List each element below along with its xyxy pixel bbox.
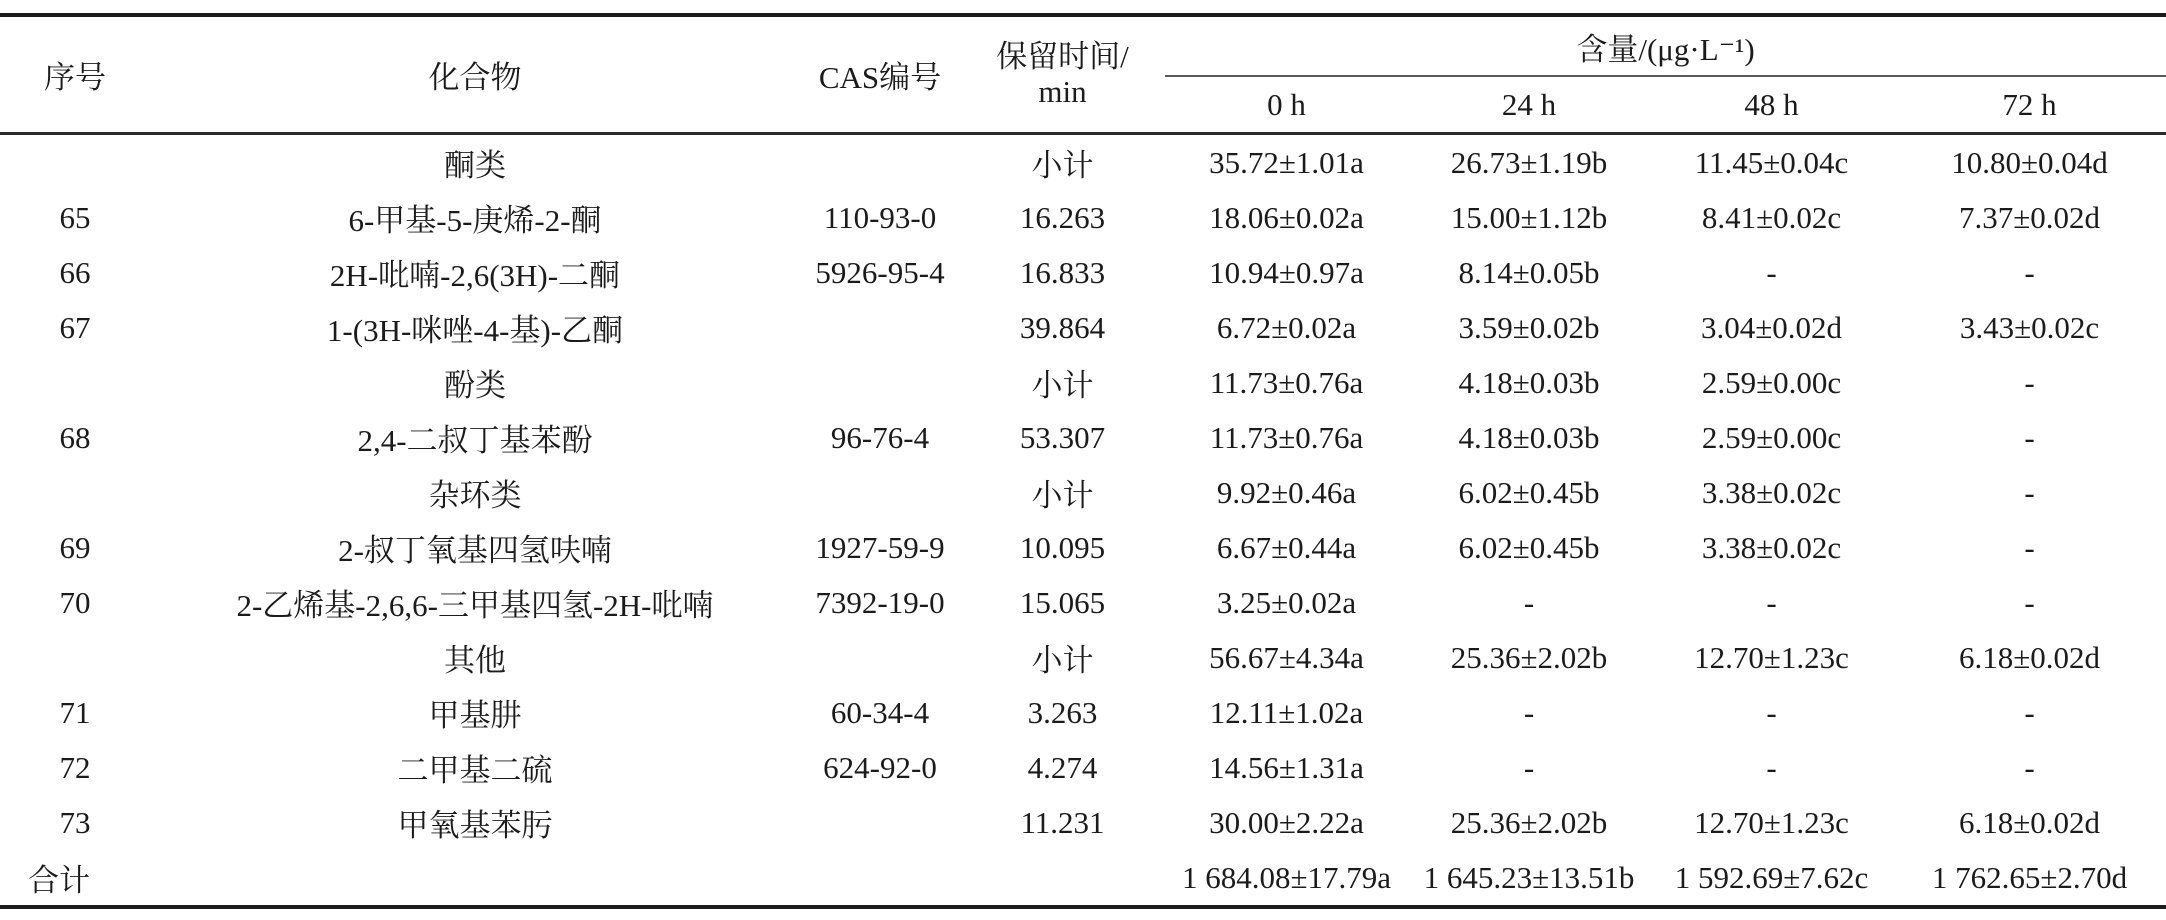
col-header-24h: 24 h <box>1501 86 1557 122</box>
cell-72h: - <box>2024 254 2035 290</box>
retention-time-label-line2: min <box>1038 73 1087 109</box>
cell-72h: - <box>2024 529 2035 565</box>
cell-compound: 其他 <box>444 643 506 678</box>
retention-time-label-line1: 保留时间/ <box>996 38 1129 74</box>
cell-72h: - <box>2024 749 2035 785</box>
cell-rt: 小计 <box>1031 148 1094 183</box>
cell-0h: 6.67±0.44a <box>1216 529 1357 565</box>
cell-0h: 6.72±0.02a <box>1216 309 1357 345</box>
cell-48h: 2.59±0.00c <box>1701 364 1842 400</box>
table-row <box>0 795 2166 850</box>
cell-0h: 11.73±0.76a <box>1209 364 1364 400</box>
table-body <box>0 134 2166 908</box>
cell-rt: 小计 <box>1031 368 1094 403</box>
cell-rt: 4.274 <box>1027 749 1098 785</box>
cell-72h: - <box>2024 364 2035 400</box>
cell-cas <box>800 355 960 410</box>
cell-24h: - <box>1523 694 1535 730</box>
cell-0h: 12.11±1.02a <box>1209 694 1364 730</box>
cell-72h: 6.18±0.02d <box>1959 804 2101 840</box>
cell-48h: 12.70±1.23c <box>1694 804 1849 840</box>
cell-24h: 4.18±0.03b <box>1458 364 1600 400</box>
cell-rt: 3.263 <box>1027 694 1098 730</box>
table-row <box>0 410 2166 465</box>
cell-compound: 2,4-二叔丁基苯酚 <box>357 423 593 458</box>
col-header-48h: 48 h <box>1744 86 1799 122</box>
category-row-phenols <box>0 355 2166 410</box>
category-row-ketones <box>0 134 2166 191</box>
cell-compound: 甲氧基苯肟 <box>397 808 553 843</box>
cell-0h: 56.67±4.34a <box>1209 639 1364 675</box>
cell-compound <box>150 850 800 907</box>
cell-72h: - <box>2024 419 2035 455</box>
cell-rt: 53.307 <box>1019 419 1106 455</box>
cell-0h: 35.72±1.01a <box>1209 144 1364 180</box>
cell-48h: 8.41±0.02c <box>1701 199 1842 235</box>
cell-compound: 2H-吡喃-2,6(3H)-二酮 <box>329 258 621 293</box>
table-header <box>0 15 2166 134</box>
cell-48h: 11.45±0.04c <box>1694 144 1849 180</box>
cell-compound: 酮类 <box>444 148 506 183</box>
cell-24h: 15.00±1.12b <box>1450 199 1608 235</box>
cell-rt: 15.065 <box>1019 584 1106 620</box>
cell-48h: 3.38±0.02c <box>1701 474 1842 510</box>
cell-0h: 10.94±0.97a <box>1209 254 1364 290</box>
col-header-0h: 0 h <box>1267 86 1306 122</box>
cell-compound: 二甲基二硫 <box>397 753 553 788</box>
table-row <box>0 300 2166 355</box>
table-row <box>0 685 2166 740</box>
category-row-others <box>0 630 2166 685</box>
cell-24h: - <box>1523 584 1535 620</box>
cell-no: 69 <box>59 529 91 565</box>
cell-compound: 1-(3H-咪唑-4-基)-乙酮 <box>326 313 624 348</box>
cell-0h: 9.92±0.46a <box>1216 474 1357 510</box>
cell-no: 73 <box>59 804 91 840</box>
category-row-heterocyclics <box>0 465 2166 520</box>
cell-24h: 4.18±0.03b <box>1458 419 1600 455</box>
cell-cas: 60-34-4 <box>830 694 930 730</box>
cell-cas: 110-93-0 <box>823 199 937 235</box>
col-header-retention-time <box>960 15 1165 134</box>
cell-0h: 30.00±2.22a <box>1209 804 1364 840</box>
cell-rt: 小计 <box>1031 643 1094 678</box>
cell-cas <box>800 795 960 850</box>
cell-0h: 14.56±1.31a <box>1209 749 1364 785</box>
table-row <box>0 520 2166 575</box>
cell-48h: 12.70±1.23c <box>1694 639 1849 675</box>
col-header-compound: 化合物 <box>428 60 522 95</box>
cell-24h: 3.59±0.02b <box>1458 309 1600 345</box>
cell-rt <box>960 850 1165 907</box>
cell-cas: 7392-19-0 <box>815 584 945 620</box>
cell-24h: 25.36±2.02b <box>1450 639 1608 675</box>
cell-0h: 1 684.08±17.79a <box>1181 859 1392 895</box>
cell-48h: 1 592.69±7.62c <box>1674 859 1869 895</box>
col-header-content-group: 含量/(μg·L⁻¹) <box>1165 15 2166 76</box>
cell-72h: - <box>2024 474 2035 510</box>
cell-rt: 16.833 <box>1019 254 1106 290</box>
cell-72h: - <box>2024 584 2035 620</box>
col-header-72h: 72 h <box>2002 86 2057 122</box>
cell-no: 71 <box>59 694 91 730</box>
cell-72h: 7.37±0.02d <box>1959 199 2101 235</box>
cell-cas <box>800 465 960 520</box>
cell-24h: 8.14±0.05b <box>1458 254 1600 290</box>
cell-no: 65 <box>59 199 91 235</box>
cell-rt: 小计 <box>1031 478 1094 513</box>
cell-48h: - <box>1766 584 1777 620</box>
cell-24h: 1 645.23±13.51b <box>1423 859 1635 895</box>
cell-48h: 3.38±0.02c <box>1701 529 1842 565</box>
cell-compound: 酚类 <box>444 368 506 403</box>
cell-no <box>0 630 150 685</box>
cell-48h: 3.04±0.02d <box>1700 309 1842 345</box>
cell-no: 67 <box>59 309 91 345</box>
cell-72h: - <box>2024 694 2035 730</box>
cell-no: 66 <box>59 254 91 290</box>
cell-cas <box>800 850 960 907</box>
cell-cas: 624-92-0 <box>823 749 937 785</box>
cell-24h: 25.36±2.02b <box>1450 804 1608 840</box>
cell-0h: 18.06±0.02a <box>1209 199 1364 235</box>
cell-no <box>0 355 150 410</box>
cell-48h: 2.59±0.00c <box>1701 419 1842 455</box>
cell-cas <box>800 300 960 355</box>
cell-72h: 6.18±0.02d <box>1959 639 2101 675</box>
total-row <box>0 850 2166 907</box>
col-header-cas: CAS编号 <box>818 60 942 95</box>
cell-24h: - <box>1523 749 1535 785</box>
cell-rt: 11.231 <box>1020 804 1105 840</box>
cell-rt: 10.095 <box>1019 529 1106 565</box>
cell-no: 72 <box>59 749 91 785</box>
header-row-group <box>0 15 2166 76</box>
cell-48h: - <box>1766 254 1777 290</box>
cell-48h: - <box>1766 749 1777 785</box>
cell-72h: 1 762.65±2.70d <box>1931 859 2128 895</box>
table-row <box>0 575 2166 630</box>
col-header-no: 序号 <box>44 60 106 95</box>
cell-compound: 杂环类 <box>428 478 522 513</box>
cell-24h: 26.73±1.19b <box>1450 144 1608 180</box>
cell-rt: 16.263 <box>1019 199 1106 235</box>
cell-no <box>0 465 150 520</box>
cell-0h: 3.25±0.02a <box>1216 584 1357 620</box>
cell-no: 68 <box>59 419 91 455</box>
cell-24h: 6.02±0.45b <box>1458 474 1600 510</box>
cell-no: 合计 <box>28 863 90 898</box>
cell-cas <box>800 134 960 191</box>
cell-cas: 1927-59-9 <box>815 529 945 565</box>
table-row <box>0 245 2166 300</box>
compound-content-table <box>0 13 2166 909</box>
cell-72h: 10.80±0.04d <box>1951 144 2108 180</box>
cell-no <box>0 134 150 191</box>
cell-48h: - <box>1766 694 1777 730</box>
cell-compound: 2-乙烯基-2,6,6-三甲基四氢-2H-吡喃 <box>236 588 714 623</box>
cell-24h: 6.02±0.45b <box>1458 529 1600 565</box>
cell-72h: 3.43±0.02c <box>1959 309 2100 345</box>
cell-compound: 甲基肼 <box>428 698 522 733</box>
cell-cas: 96-76-4 <box>830 419 930 455</box>
cell-0h: 11.73±0.76a <box>1209 419 1364 455</box>
table-row <box>0 190 2166 245</box>
cell-compound: 6-甲基-5-庚烯-2-酮 <box>348 203 602 238</box>
cell-no: 70 <box>59 584 91 620</box>
cell-compound: 2-叔丁氧基四氢呋喃 <box>338 533 612 568</box>
cell-cas <box>800 630 960 685</box>
cell-rt: 39.864 <box>1019 309 1106 345</box>
cell-cas: 5926-95-4 <box>815 254 945 290</box>
table-row <box>0 740 2166 795</box>
